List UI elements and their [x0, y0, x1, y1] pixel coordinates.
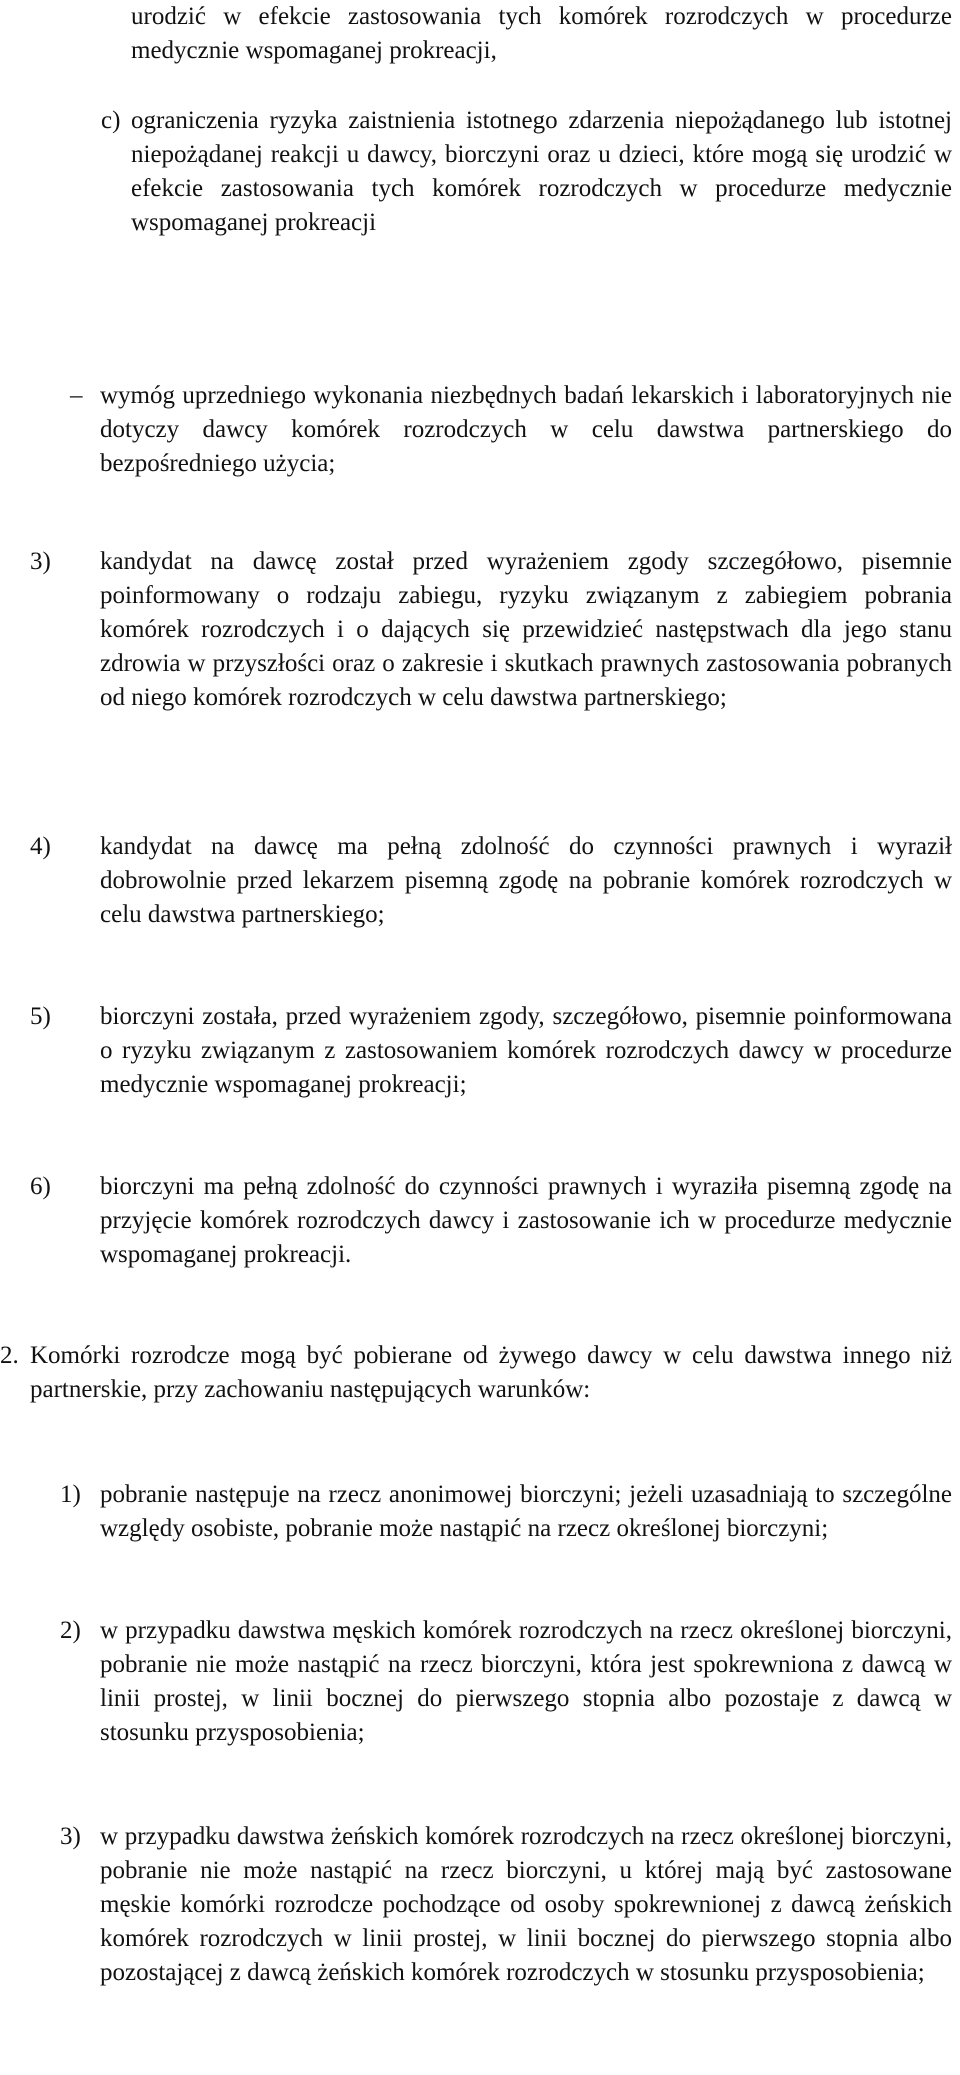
section-2-marker: 2. [0, 1342, 19, 1369]
list-item-text: biorczyni ma pełną zdolność do czynności prawnych i wyraziła pisemną zgodę na przyjęcie komórek rozrodczych dawcy i zastosowanie ich w procedurze medycznie wspomaganej prokreacji. [100, 1173, 952, 1268]
list-item-marker: 5) [30, 1003, 51, 1030]
list-item-marker: 4) [30, 833, 51, 860]
list-item-marker: 6) [30, 1173, 51, 1200]
continued-paragraph: urodzić w efekcie zastosowania tych komórek rozrodczych w procedurze medycznie wspomaganej prokreacji, [131, 3, 952, 64]
list-item-marker: 2) [60, 1617, 81, 1644]
list-item-text: kandydat na dawcę ma pełną zdolność do czynności prawnych i wyraził dobrowolnie przed lekarzem pisemną zgodę na pobranie komórek rozrodczych w celu dawstwa partnerskiego; [100, 833, 952, 928]
list-item-text: w przypadku dawstwa żeńskich komórek rozrodczych na rzecz określonej biorczyni, pobranie nie może nastąpić na rzecz biorczyni, u której mają być zastosowane męskie komórki rozrodcze pochodzące od osoby spokrewnionej z dawcą żeńskich komórek rozrodczych w linii prostej, w linii bocznej do pierwszego stopnia albo pozostającej z dawcą żeńskich komórek rozrodczych w stosunku przysposobienia; [100, 1823, 952, 1986]
list-item-marker: 3) [60, 1823, 81, 1850]
list-item-text: biorczyni została, przed wyrażeniem zgody, szczegółowo, pisemnie poinformowana o ryzyku związanym z zastosowaniem komórek rozrodczych dawcy w procedurze medycznie wspomaganej prokreacji; [100, 1003, 952, 1098]
dash-marker: – [70, 382, 83, 409]
point-c-text: ograniczenia ryzyka zaistnienia istotnego zdarzenia niepożądanego lub istotnej niepożądanej reakcji u dawcy, biorczyni oraz u dzieci, które mogą się urodzić w efekcie zastosowania tych komórek rozrodczych w procedurze medycznie wspomaganej prokreacji [131, 107, 952, 236]
dash-item-text: wymóg uprzedniego wykonania niezbędnych badań lekarskich i laboratoryjnych nie dotyczy dawcy komórek rozrodczych w celu dawstwa partnerskiego do bezpośredniego użycia; [100, 382, 952, 477]
point-c-marker: c) [101, 107, 121, 134]
list-item-text: kandydat na dawcę został przed wyrażeniem zgody szczegółowo, pisemnie poinformowany o rodzaju zabiegu, ryzyku związanym z zabiegiem pobrania komórek rozrodczych i o dających się przewidzieć następstwach dla jego stanu zdrowia w przyszłości oraz o zakresie i skutkach prawnych zastosowania pobranych od niego komórek rozrodczych w celu dawstwa partnerskiego; [100, 548, 952, 711]
list-item-marker: 1) [60, 1481, 81, 1508]
list-item-text: pobranie następuje na rzecz anonimowej biorczyni; jeżeli uzasadniają to szczególne względy osobiste, pobranie może nastąpić na rzecz określonej biorczyni; [100, 1481, 952, 1542]
list-item-text: w przypadku dawstwa męskich komórek rozrodczych na rzecz określonej biorczyni, pobranie nie może nastąpić na rzecz biorczyni, która jest spokrewniona z dawcą w linii prostej, w linii bocznej do pierwszego stopnia albo pozostaje z dawcą w stosunku przysposobienia; [100, 1617, 952, 1746]
list-item-marker: 3) [30, 548, 51, 575]
section-2-text: Komórki rozrodcze mogą być pobierane od żywego dawcy w celu dawstwa innego niż partnerskie, przy zachowaniu następujących warunków: [30, 1342, 952, 1403]
